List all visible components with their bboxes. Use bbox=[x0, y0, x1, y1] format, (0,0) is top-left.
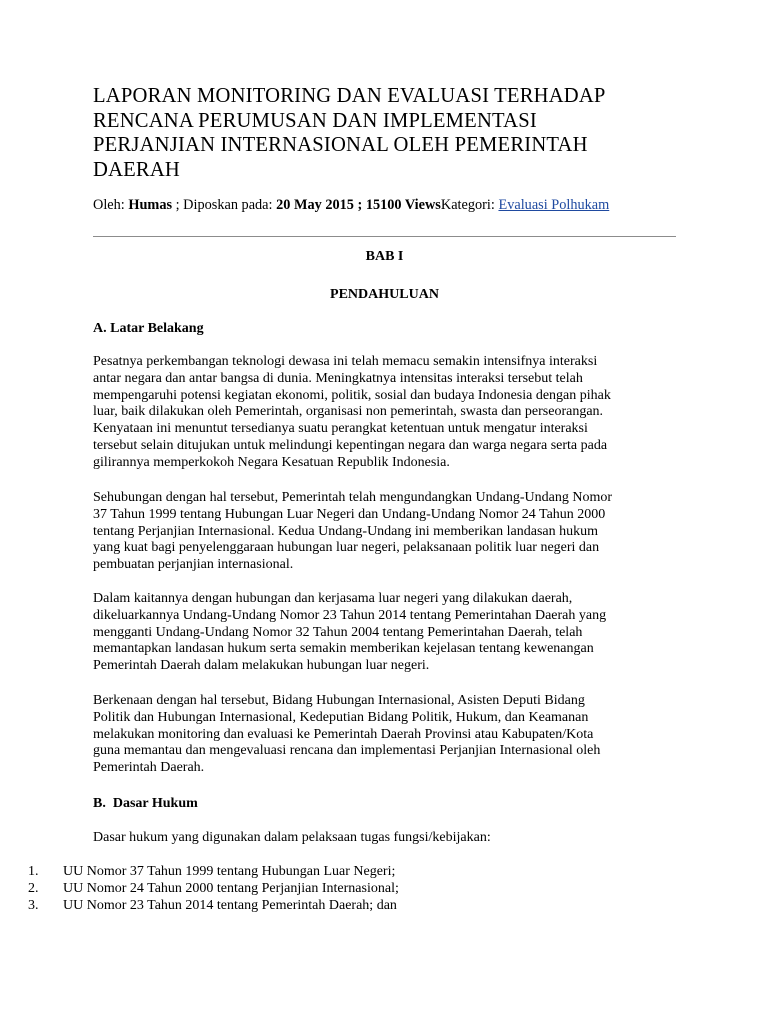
paragraph-line: Politik dan Hubungan Internasional, Kedeputian Bidang Politik, Hukum, dan Keamanan bbox=[93, 709, 589, 725]
paragraph-line: 37 Tahun 1999 tentang Hubungan Luar Negeri dan Undang-Undang Nomor 24 Tahun 2000 bbox=[93, 506, 606, 522]
category-link[interactable]: Evaluasi Polhukam bbox=[498, 197, 610, 213]
paragraph-line: melakukan monitoring dan evaluasi ke Pemerintah Daerah Provinsi atau Kabupaten/Kota bbox=[93, 726, 594, 742]
paragraph-line: dikeluarkannya Undang-Undang Nomor 23 Tahun 2014 tentang Pemerintahan Daerah yang bbox=[93, 607, 607, 623]
paragraph-line: tersebut selain ditujukan untuk melindungi kepentingan negara dan warga negara serta pada bbox=[93, 437, 608, 453]
paragraph-line: mempengaruhi potensi kegiatan ekonomi, politik, sosial dan budaya Indonesia dengan pihak bbox=[93, 387, 611, 403]
paragraph bbox=[93, 354, 663, 472]
paragraph-line: Kenyataan ini menuntut tersedianya suatu perangkat ketentuan untuk mengatur interaksi bbox=[93, 421, 588, 437]
paragraph bbox=[93, 490, 663, 574]
divider bbox=[93, 236, 676, 237]
by-label: Oleh: bbox=[93, 197, 129, 213]
title-line: LAPORAN MONITORING DAN EVALUASI TERHADAP bbox=[93, 85, 606, 107]
paragraph-line: memantapkan landasan hukum serta semakin memberikan kejelasan tentang kewenangan bbox=[93, 641, 594, 657]
list-text: UU Nomor 24 Tahun 2000 tentang Perjanjian Internasional; bbox=[63, 881, 399, 896]
paragraph-line: Dasar hukum yang digunakan dalam pelaksaan tugas fungsi/kebijakan: bbox=[93, 830, 491, 845]
paragraph-line: tentang Perjanjian Internasional. Kedua Undang-Undang ini memberikan landasan hukum bbox=[93, 523, 599, 539]
paragraph-line: antar negara dan antar bangsa di dunia. Meningkatnya intensitas interaksi tersebut telah bbox=[93, 370, 583, 386]
list-text: UU Nomor 37 Tahun 1999 tentang Hubungan Luar Negeri; bbox=[63, 864, 396, 879]
paragraph-line: guna memantau dan mengevaluasi rencana dan implementasi Perjanjian Internasional oleh bbox=[93, 743, 601, 759]
paragraph-line: luar, baik dilakukan oleh Pemerintah, organisasi non pemerintah, swasta dan perseorangan. bbox=[93, 404, 604, 420]
posted-label: ; Diposkan pada: bbox=[172, 197, 277, 213]
paragraph-line: yang kuat bagi penyelenggaraan hubungan luar negeri, pelaksanaan politik luar negeri dan bbox=[93, 540, 600, 556]
paragraph-line: Pemerintah Daerah dalam melakukan hubungan luar negeri. bbox=[93, 658, 430, 674]
paragraph-line: pembuatan perjanjian internasional. bbox=[93, 557, 294, 573]
list-number: 1. bbox=[28, 864, 39, 879]
post-date-views: 20 May 2015 ; 15100 Views bbox=[276, 197, 441, 213]
paragraph-line: Pesatnya perkembangan teknologi dewasa ini telah memacu semakin intensifnya interaksi bbox=[93, 354, 598, 369]
article-meta bbox=[93, 196, 609, 214]
paragraph-line: Pemerintah Daerah. bbox=[93, 760, 205, 776]
title-line: PERJANJIAN INTERNASIONAL OLEH PEMERINTAH bbox=[93, 134, 588, 156]
paragraph bbox=[93, 693, 663, 777]
chapter-heading: BAB I bbox=[365, 249, 404, 264]
section-heading-latar-belakang: A. Latar Belakang bbox=[93, 321, 204, 336]
list-number: 2. bbox=[28, 881, 39, 896]
paragraph bbox=[93, 591, 663, 675]
paragraph-line: Berkenaan dengan hal tersebut, Bidang Hubungan Internasional, Asisten Deputi Bidang bbox=[93, 693, 585, 708]
paragraph-line: Dalam kaitannya dengan hubungan dan kerjasama luar negeri yang dilakukan daerah, bbox=[93, 591, 573, 606]
paragraph-line: mengganti Undang-Undang Nomor 32 Tahun 2004 tentang Pemerintahan Daerah, telah bbox=[93, 624, 583, 640]
category-label: Kategori: bbox=[440, 197, 499, 213]
list-number: 3. bbox=[28, 898, 39, 913]
article-title bbox=[93, 84, 693, 182]
section-heading-dasar-hukum: B. Dasar Hukum bbox=[93, 796, 198, 811]
chapter-title: PENDAHULUAN bbox=[330, 287, 439, 302]
author-name: Humas bbox=[128, 197, 173, 213]
paragraph-line: Sehubungan dengan hal tersebut, Pemerintah telah mengundangkan Undang-Undang Nomor bbox=[93, 490, 613, 505]
title-line: RENCANA PERUMUSAN DAN IMPLEMENTASI bbox=[93, 109, 537, 132]
dasar-hukum-intro bbox=[93, 830, 663, 847]
title-line: DAERAH bbox=[93, 158, 181, 181]
paragraph-line: gilirannya memperkokoh Negara Kesatuan Republik Indonesia. bbox=[93, 454, 450, 470]
list-text: UU Nomor 23 Tahun 2014 tentang Pemerintah Daerah; dan bbox=[63, 898, 397, 913]
